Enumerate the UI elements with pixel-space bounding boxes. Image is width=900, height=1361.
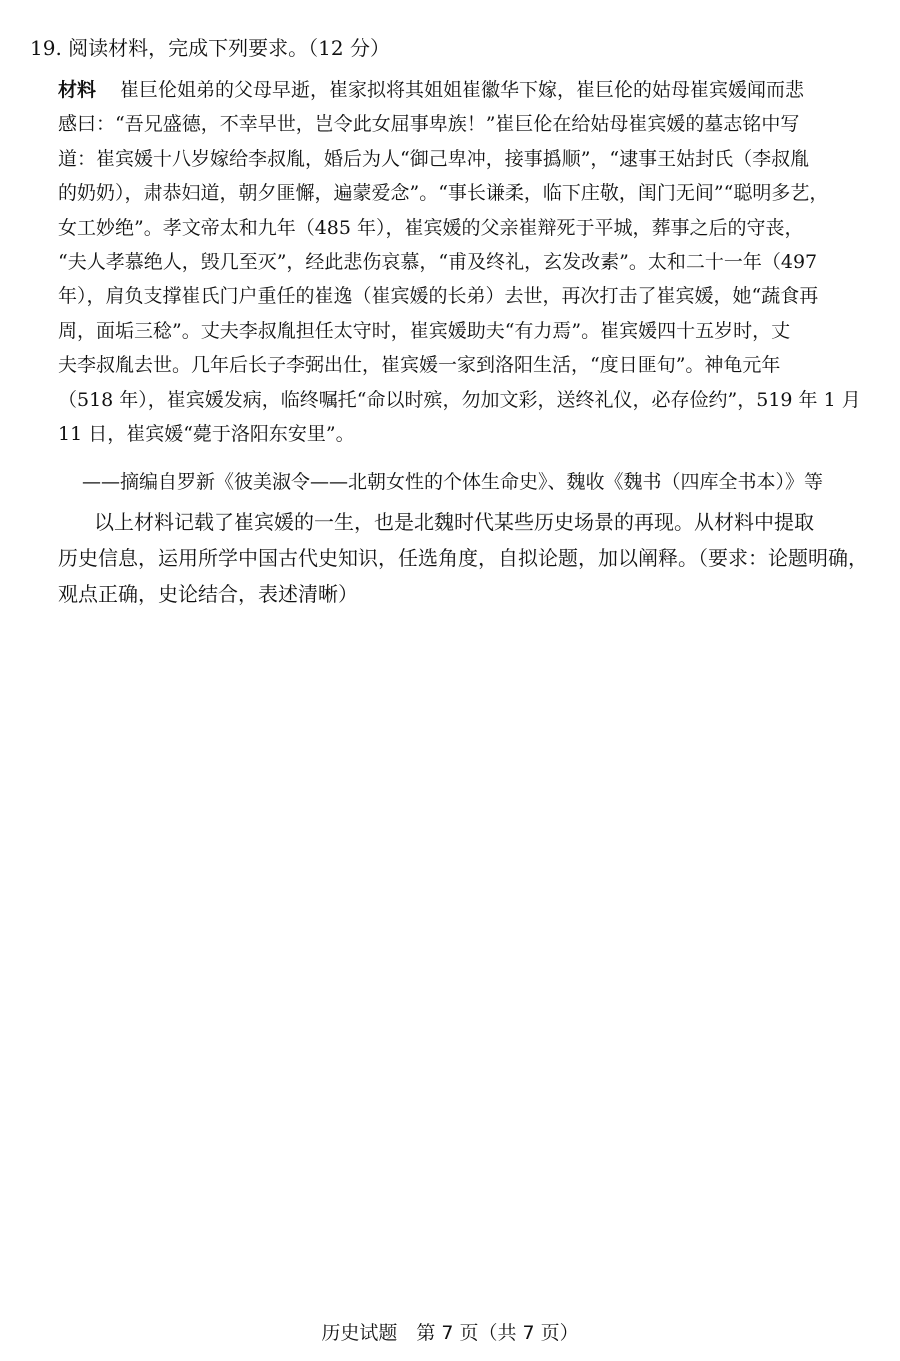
material-text-line: 夫李叔胤去世。几年后长子李弼出仕，崔宾媛一家到洛阳生活，“度日匪旬”。神龟元年 <box>58 354 781 377</box>
material-line-1 <box>58 73 870 107</box>
prompt-line: 以上材料记载了崔宾媛的一生，也是北魏时代某些历史场景的再现。从材料中提取 <box>94 510 814 534</box>
material-text-line: 年），肩负支撑崔氏门户重任的崔逸（崔宾媛的长弟）去世，再次打击了崔宾媛，她“蔬食再 <box>58 285 819 308</box>
material-block <box>58 73 870 451</box>
material-text-line: 女工妙绝”。孝文帝太和九年（485 年），崔宾媛的父亲崔辩死于平城，葬事之后的守丧， <box>58 216 804 239</box>
material-source: ——摘编自罗新《彼美淑令——北朝女性的个体生命史》、魏收《魏书（四库全书本）》等 <box>82 471 824 493</box>
prompt-line: 观点正确，史论结合，表述清晰） <box>58 582 358 606</box>
material-text-line: 周，面垢三稔”。丈夫李叔胤担任太守时，崔宾媛助夫“有力焉”。崔宾媛四十五岁时，丈 <box>58 319 791 342</box>
material-text-line: 11 日，崔宾媛“薨于洛阳东安里”。 <box>58 422 355 445</box>
material-text-line: 道：崔宾媛十八岁嫁给李叔胤，婚后为人“御己卑冲，接事撝顺”，“逮事王姑封氏（李叔胤 <box>58 147 810 170</box>
material-text-line: “夫人孝慕绝人，毁几至灭”，经此悲伤哀慕，“甫及终礼，玄发改素”。太和二十一年（497 <box>58 250 818 273</box>
question-prompt <box>58 504 873 612</box>
material-text-line: 崔巨伦姐弟的父母早逝，崔家拟将其姐姐崔徽华下嫁，崔巨伦的姑母崔宾媛闻而悲 <box>120 79 805 101</box>
material-label: 材料 <box>58 79 97 101</box>
material-text-line: 感曰：“吾兄盛德，不幸早世，岂令此女屈事卑族！”崔巨伦在给姑母崔宾媛的墓志铭中写 <box>58 113 800 136</box>
material-text-line: （518 年），崔宾媛发病，临终嘱托“命以时殡，勿加文彩，送终礼仪，必存俭约”，519 年 1 月 <box>58 388 861 411</box>
material-text-line: 的奶奶），肃恭妇道，朝夕匪懈，遍蒙爱念”。“事长谦柔，临下庄敬，闺门无间”“聪明多艺， <box>58 182 829 205</box>
page-footer: 历史试题 第 7 页（共 7 页） <box>321 1322 579 1344</box>
question-title: 19. 阅读材料，完成下列要求。（12 分） <box>30 36 390 60</box>
prompt-line: 历史信息，运用所学中国古代史知识，任选角度，自拟论题，加以阐释。（要求：论题明确， <box>58 546 868 570</box>
